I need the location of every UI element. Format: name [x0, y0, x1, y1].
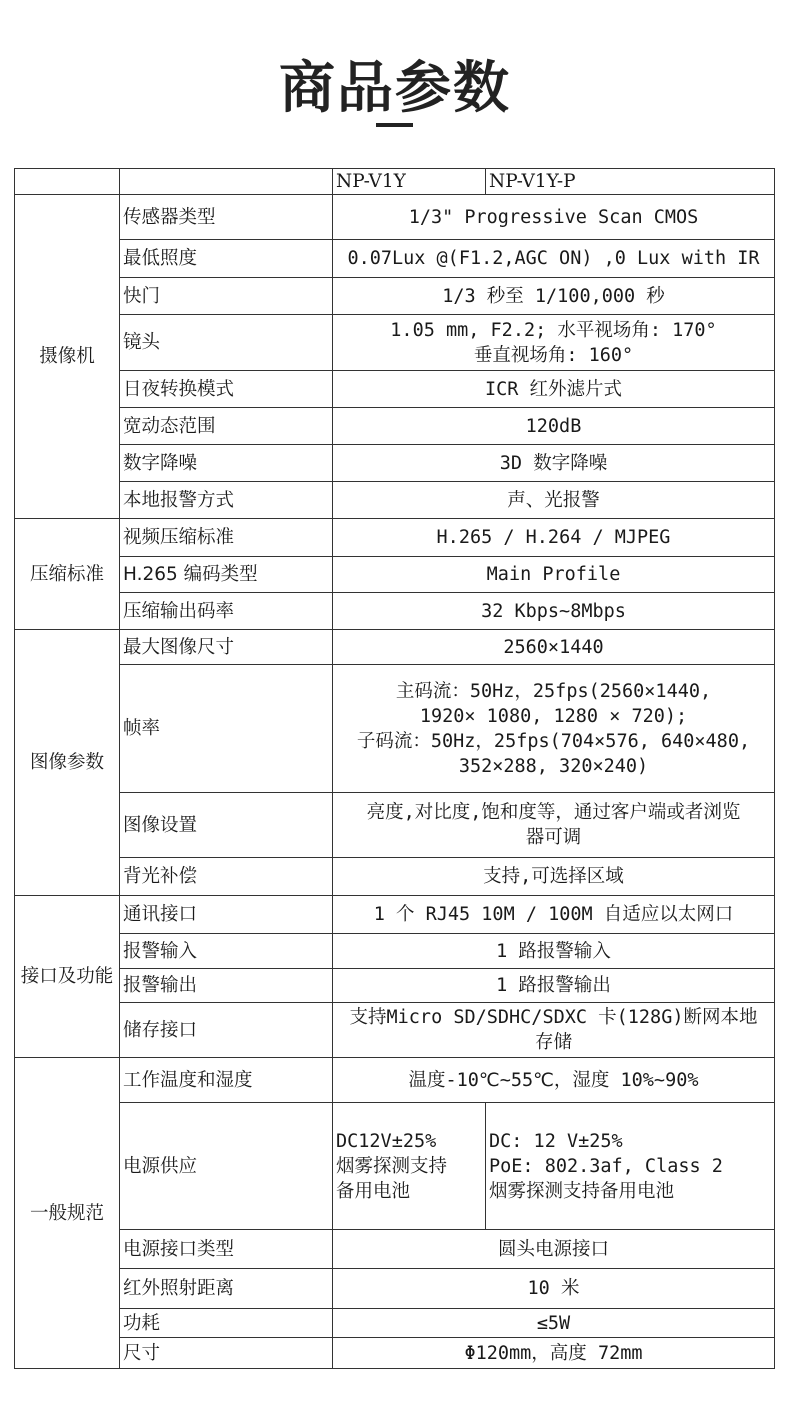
spec-table: [14, 168, 775, 1369]
table-row: [15, 858, 775, 896]
row-label: 帧率: [120, 665, 333, 793]
row-value: 支持,可选择区域: [333, 858, 775, 896]
row-value: 3D 数字降噪: [333, 445, 775, 482]
row-value: H.265 / H.264 / MJPEG: [333, 519, 775, 557]
header-empty-label: [120, 169, 333, 195]
table-row: [15, 240, 775, 278]
row-label: 工作温度和湿度: [120, 1058, 333, 1103]
group-compression: 压缩标准: [15, 519, 120, 630]
power-model-2: [486, 1103, 775, 1230]
row-value: Φ120mm，高度 72mm: [333, 1338, 775, 1369]
table-header-row: [15, 169, 775, 195]
table-row: [15, 482, 775, 519]
row-label: 快门: [120, 278, 333, 315]
row-label: 最低照度: [120, 240, 333, 278]
row-label: 日夜转换模式: [120, 371, 333, 408]
settings-line-2: 器可调: [525, 827, 582, 848]
row-label: 宽动态范围: [120, 408, 333, 445]
row-label: 视频压缩标准: [120, 519, 333, 557]
table-row: [15, 1058, 775, 1103]
table-row: [15, 593, 775, 630]
table-row: [15, 1309, 775, 1338]
table-row: [15, 630, 775, 665]
table-row: [15, 793, 775, 858]
power-m1-line-2: 烟雾探测支持: [336, 1155, 448, 1177]
settings-line-1: 亮度,对比度,饱和度等，通过客户端或者浏览: [366, 802, 741, 823]
row-value: ≤5W: [333, 1309, 775, 1338]
row-value: [333, 665, 775, 793]
model-1-header: NP-V1Y: [333, 169, 486, 195]
table-row: [15, 1003, 775, 1058]
table-row: [15, 278, 775, 315]
row-label: 背光补偿: [120, 858, 333, 896]
row-label: 报警输入: [120, 934, 333, 969]
frame-rate-line-3: 子码流：50Hz，25fps(704×576, 640×480,: [356, 730, 751, 752]
row-label: 功耗: [120, 1309, 333, 1338]
row-label: 储存接口: [120, 1003, 333, 1058]
power-m2-line-1: DC: 12 V±25%: [489, 1130, 623, 1152]
table-row: [15, 557, 775, 593]
row-label: 传感器类型: [120, 195, 333, 240]
group-interface: 接口及功能: [15, 896, 120, 1058]
row-value: 10 米: [333, 1269, 775, 1309]
table-row: [15, 408, 775, 445]
row-label: 电源接口类型: [120, 1230, 333, 1269]
row-label: 尺寸: [120, 1338, 333, 1369]
power-m1-line-3: 备用电池: [336, 1180, 411, 1202]
row-value: 1 个 RJ45 10M / 100M 自适应以太网口: [333, 896, 775, 934]
table-row: [15, 195, 775, 240]
row-value: Main Profile: [333, 557, 775, 593]
row-value: ICR 红外滤片式: [333, 371, 775, 408]
lens-line-1: 1.05 mm, F2.2; 水平视场角: 170°: [390, 319, 717, 341]
row-label: 数字降噪: [120, 445, 333, 482]
lens-line-2: 垂直视场角: 160°: [473, 344, 634, 366]
row-value: 120dB: [333, 408, 775, 445]
table-row: [15, 371, 775, 408]
model-2-header: NP-V1Y-P: [486, 169, 775, 195]
storage-line-2: 存储: [534, 1032, 572, 1053]
row-value: 1/3 秒至 1/100,000 秒: [333, 278, 775, 315]
group-general: 一般规范: [15, 1058, 120, 1369]
table-row: [15, 896, 775, 934]
row-value: [333, 793, 775, 858]
row-value: 1 路报警输入: [333, 934, 775, 969]
table-row: [15, 969, 775, 1003]
frame-rate-line-4: 352×288, 320×240): [458, 755, 649, 777]
storage-line-1: 支持Micro SD/SDHC/SDXC 卡(128G)断网本地: [349, 1007, 758, 1028]
row-value: 2560×1440: [333, 630, 775, 665]
row-value: 温度-10℃~55℃，湿度 10%~90%: [333, 1058, 775, 1103]
row-value: 0.07Lux @(F1.2,AGC ON) ,0 Lux with IR: [333, 240, 775, 278]
frame-rate-line-2: 1920× 1080, 1280 × 720);: [419, 705, 688, 727]
power-m2-line-3: 烟雾探测支持备用电池: [489, 1180, 675, 1202]
row-value: 1/3" Progressive Scan CMOS: [333, 195, 775, 240]
row-label: 红外照射距离: [120, 1269, 333, 1309]
row-label: 电源供应: [120, 1103, 333, 1230]
row-label: 压缩输出码率: [120, 593, 333, 630]
row-value: 圆头电源接口: [333, 1230, 775, 1269]
row-label: 本地报警方式: [120, 482, 333, 519]
row-label: 通讯接口: [120, 896, 333, 934]
row-value: 1 路报警输出: [333, 969, 775, 1003]
row-value: [333, 315, 775, 371]
row-label: 报警输出: [120, 969, 333, 1003]
header-empty-group: [15, 169, 120, 195]
table-row: [15, 315, 775, 371]
table-row: [15, 665, 775, 793]
row-label: 最大图像尺寸: [120, 630, 333, 665]
row-value: 32 Kbps~8Mbps: [333, 593, 775, 630]
title-underline: [376, 123, 413, 127]
table-row: [15, 1269, 775, 1309]
power-m2-line-2: PoE: 802.3af, Class 2: [489, 1155, 723, 1177]
group-image: 图像参数: [15, 630, 120, 896]
row-value: 声、光报警: [333, 482, 775, 519]
table-row: [15, 934, 775, 969]
table-row: [15, 519, 775, 557]
row-label: 镜头: [120, 315, 333, 371]
group-camera: 摄像机: [15, 195, 120, 519]
row-label: H.265 编码类型: [120, 557, 333, 593]
table-row: [15, 1338, 775, 1369]
power-model-1: [333, 1103, 486, 1230]
table-row: [15, 1103, 775, 1230]
power-m1-line-1: DC12V±25%: [336, 1130, 437, 1152]
frame-rate-line-1: 主码流：50Hz，25fps(2560×1440,: [395, 680, 712, 702]
table-row: [15, 445, 775, 482]
row-label: 图像设置: [120, 793, 333, 858]
table-row: [15, 1230, 775, 1269]
row-value: [333, 1003, 775, 1058]
page-title: 商品参数: [279, 56, 511, 121]
